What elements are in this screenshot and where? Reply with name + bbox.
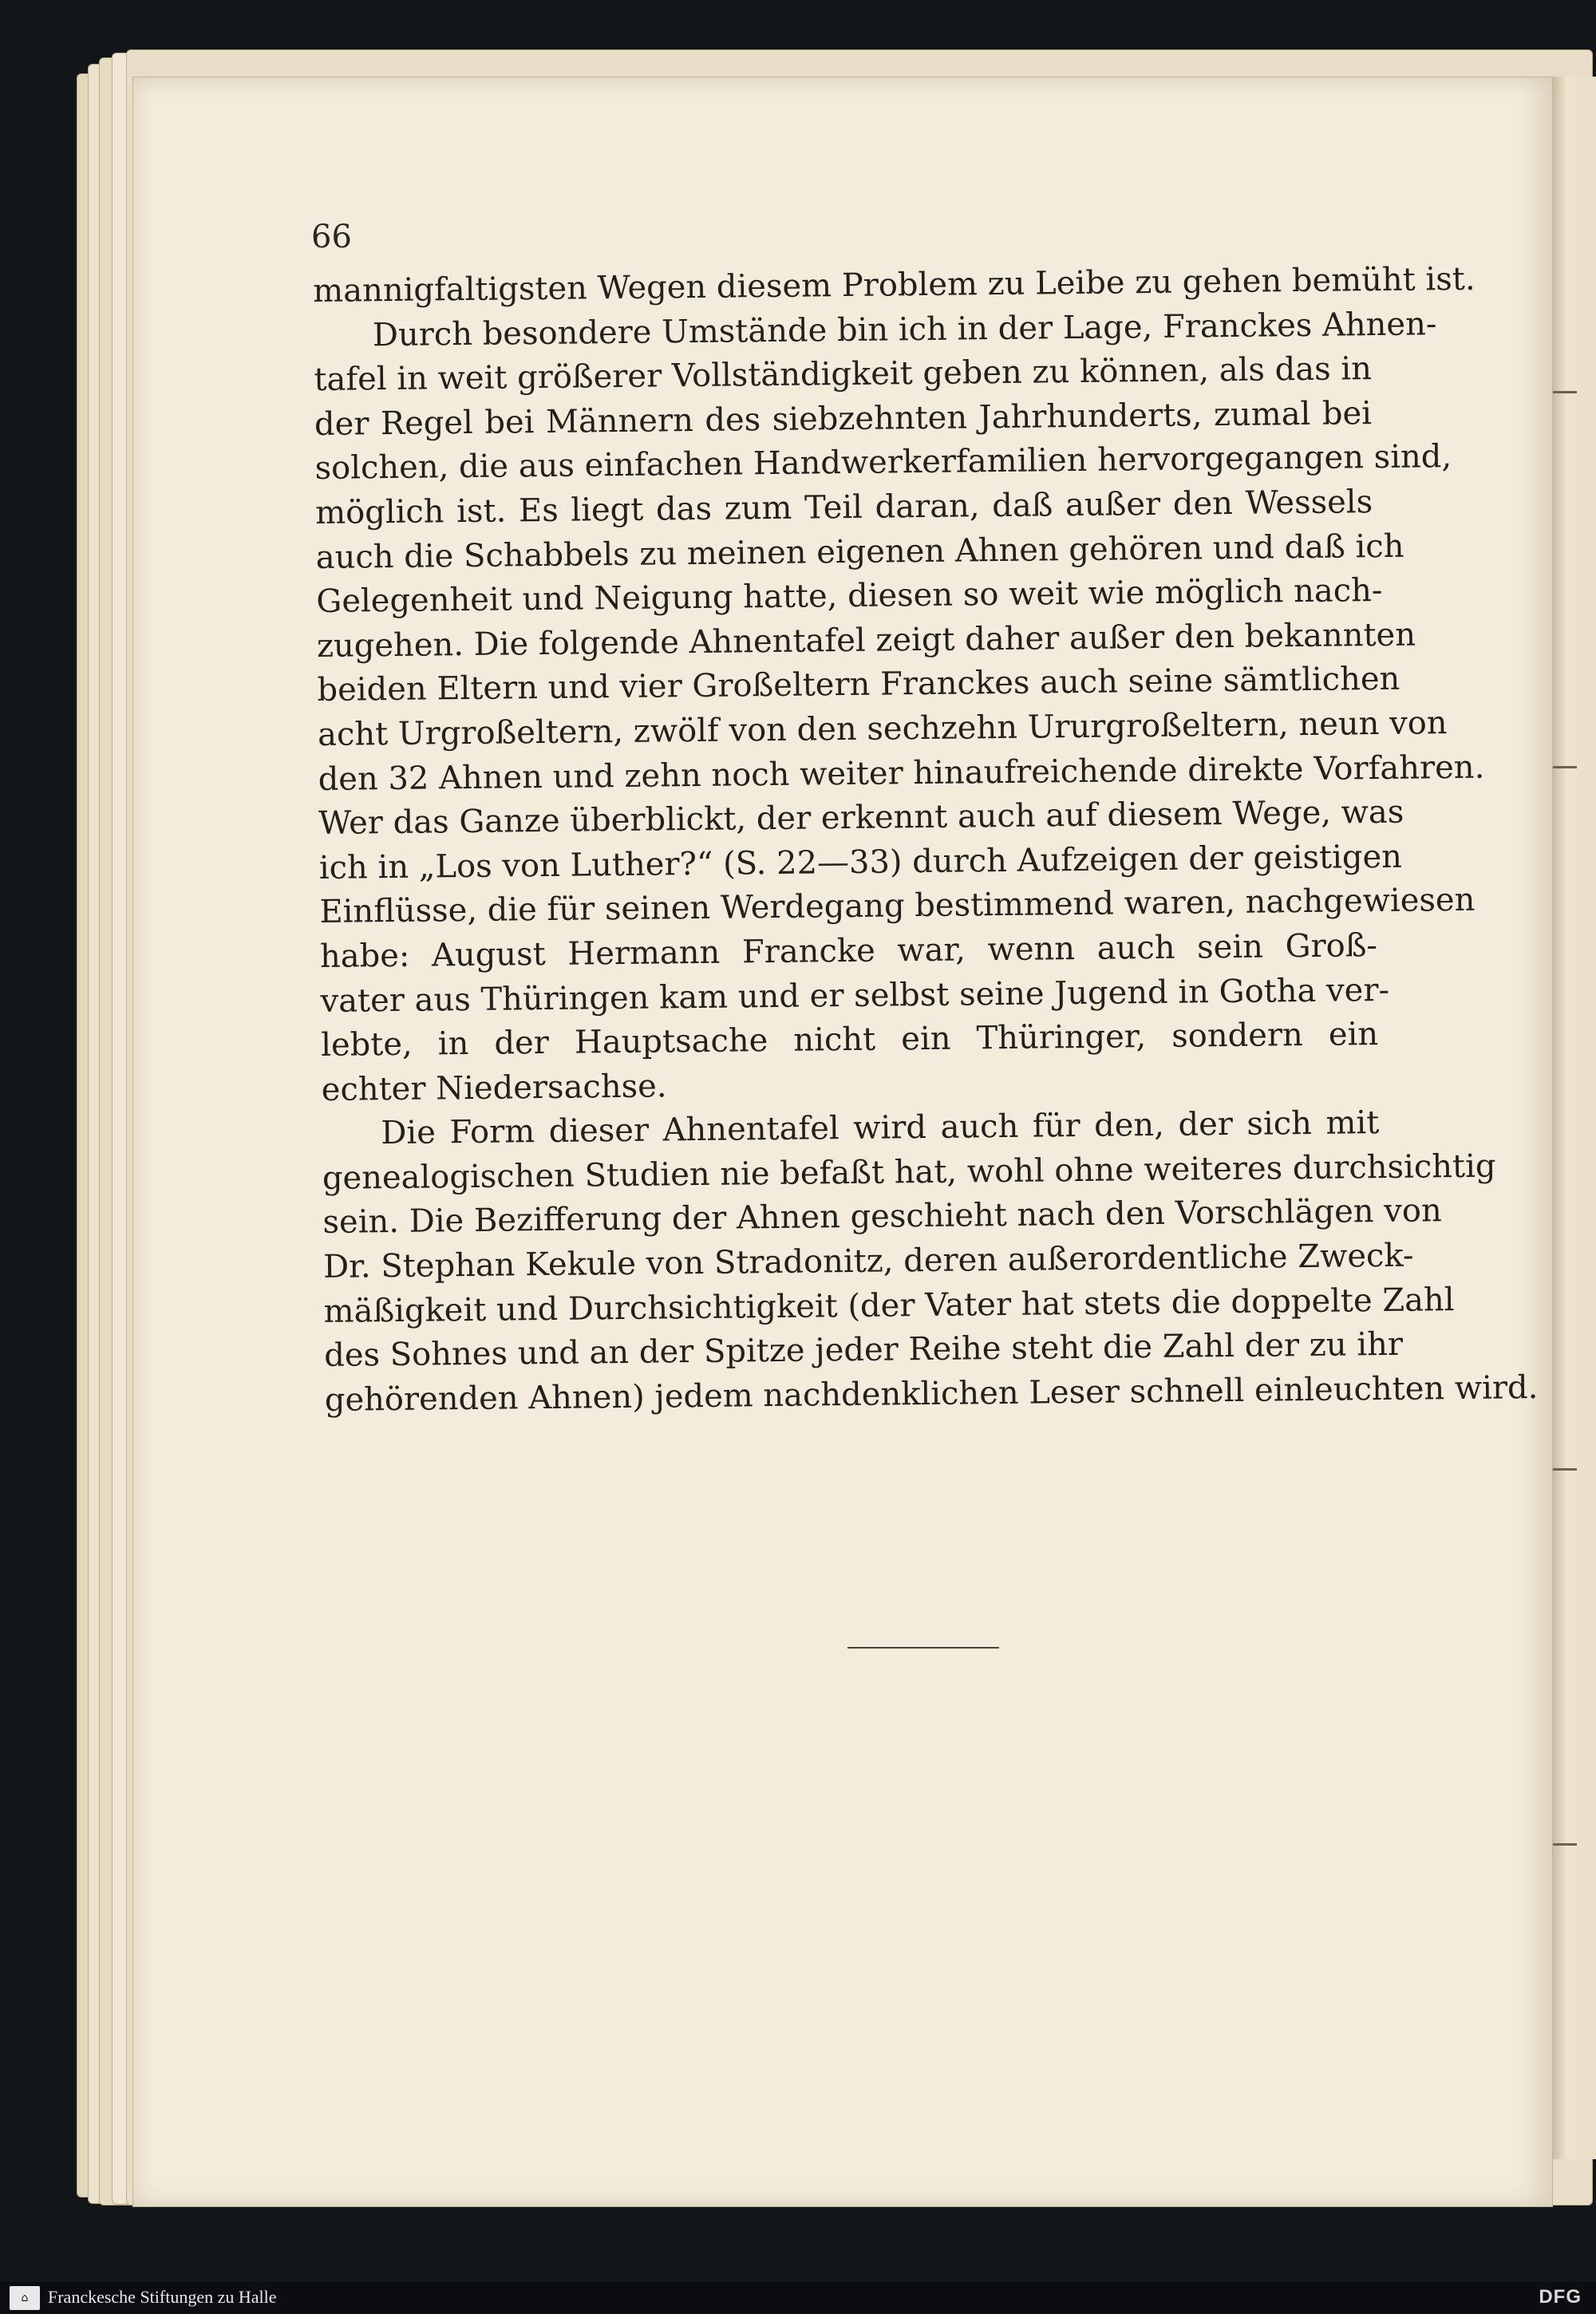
text-line: habe: August Hermann Francke war, wenn auch sein Groß- — [319, 926, 1378, 975]
text-line: solchen, die aus einfachen Handwerkerfamilien hervorgegangen sind, — [314, 438, 1452, 488]
text-line: Durch besondere Umstände bin ich in der Lage, Franckes Ahnen- — [372, 305, 1437, 353]
text-line: mannigfaltigsten Wegen diesem Problem zu Leibe zu gehen bemüht ist. — [313, 260, 1476, 310]
text-line: Wer das Ganze überblickt, der erkennt auch auf diesem Wege, was — [318, 793, 1404, 843]
text-line: echter Niedersachse. — [321, 1068, 667, 1108]
text-line: Dr. Stephan Kekule von Stradonitz, deren außerordentliche Zweck- — [322, 1237, 1414, 1285]
text-line: Gelegenheit und Neigung hatte, diesen so weit wie möglich nach- — [316, 572, 1383, 621]
text-line: vater aus Thüringen kam und er selbst seine Jugend in Gotha ver- — [320, 971, 1390, 1020]
text-line: gehörenden Ahnen) jedem nachdenklichen Leser schnell einleuchten wird. — [324, 1368, 1539, 1419]
text-line: zugehen. Die folgende Ahnentafel zeigt daher außer den bekannten — [316, 616, 1416, 665]
text-line: auch die Schabbels zu meinen eigenen Ahnen gehören und daß ich — [315, 527, 1404, 576]
text-line: der Regel bei Männern des siebzehnten Jahrhunderts, zumal bei — [314, 394, 1373, 443]
text-line: sein. Die Bezifferung der Ahnen geschieht nach den Vorschlägen von — [322, 1192, 1442, 1242]
text-line: ich in „Los von Luther?“ (S. 22—33) durch Aufzeigen der geistigen — [318, 838, 1403, 887]
footer-brand-logo: DFG — [1539, 2286, 1582, 2308]
text-line: Einflüsse, die für seinen Werdegang bestimmend waren, nachgewiesen — [319, 882, 1476, 931]
text-line: genealogischen Studien nie befaßt hat, wohl ohne weiteres durchsichtig — [322, 1147, 1496, 1197]
page-tab-mark — [1553, 1843, 1577, 1846]
text-line: möglich ist. Es liegt das zum Teil daran, daß außer den Wessels — [314, 484, 1373, 531]
footer-institution: Franckesche Stiftungen zu Halle — [48, 2287, 277, 2307]
text-line: Die Form dieser Ahnentafel wird auch für den, der sich mit — [381, 1104, 1380, 1152]
text-line: den 32 Ahnen und zehn noch weiter hinaufreichende direkte Vorfahren. — [318, 748, 1485, 798]
body-text — [313, 259, 1539, 1423]
page-tab-mark — [1553, 766, 1577, 768]
facing-page-edge — [1551, 77, 1596, 2159]
text-line: beiden Eltern und vier Großeltern Franckes auch seine sämtlichen — [317, 661, 1400, 709]
page-number: 66 — [311, 219, 352, 255]
page-tab-mark — [1553, 391, 1577, 393]
section-divider — [847, 1647, 999, 1649]
franckesche-stiftungen-logo-icon: ⌂ — [10, 2286, 40, 2310]
text-line: lebte, in der Hauptsache nicht ein Thüringer, sondern ein — [320, 1016, 1379, 1064]
text-line: mäßigkeit und Durchsichtigkeit (der Vater hat stets die doppelte Zahl — [323, 1281, 1455, 1330]
text-line: acht Urgroßeltern, zwölf von den sechzehn Ururgroßeltern, neun von — [317, 705, 1448, 753]
text-line: des Sohnes und an der Spitze jeder Reihe steht die Zahl der zu ihr — [324, 1326, 1404, 1375]
page-tab-mark — [1553, 1468, 1577, 1471]
text-line: tafel in weit größerer Vollständigkeit geben zu können, als das in — [314, 350, 1373, 399]
